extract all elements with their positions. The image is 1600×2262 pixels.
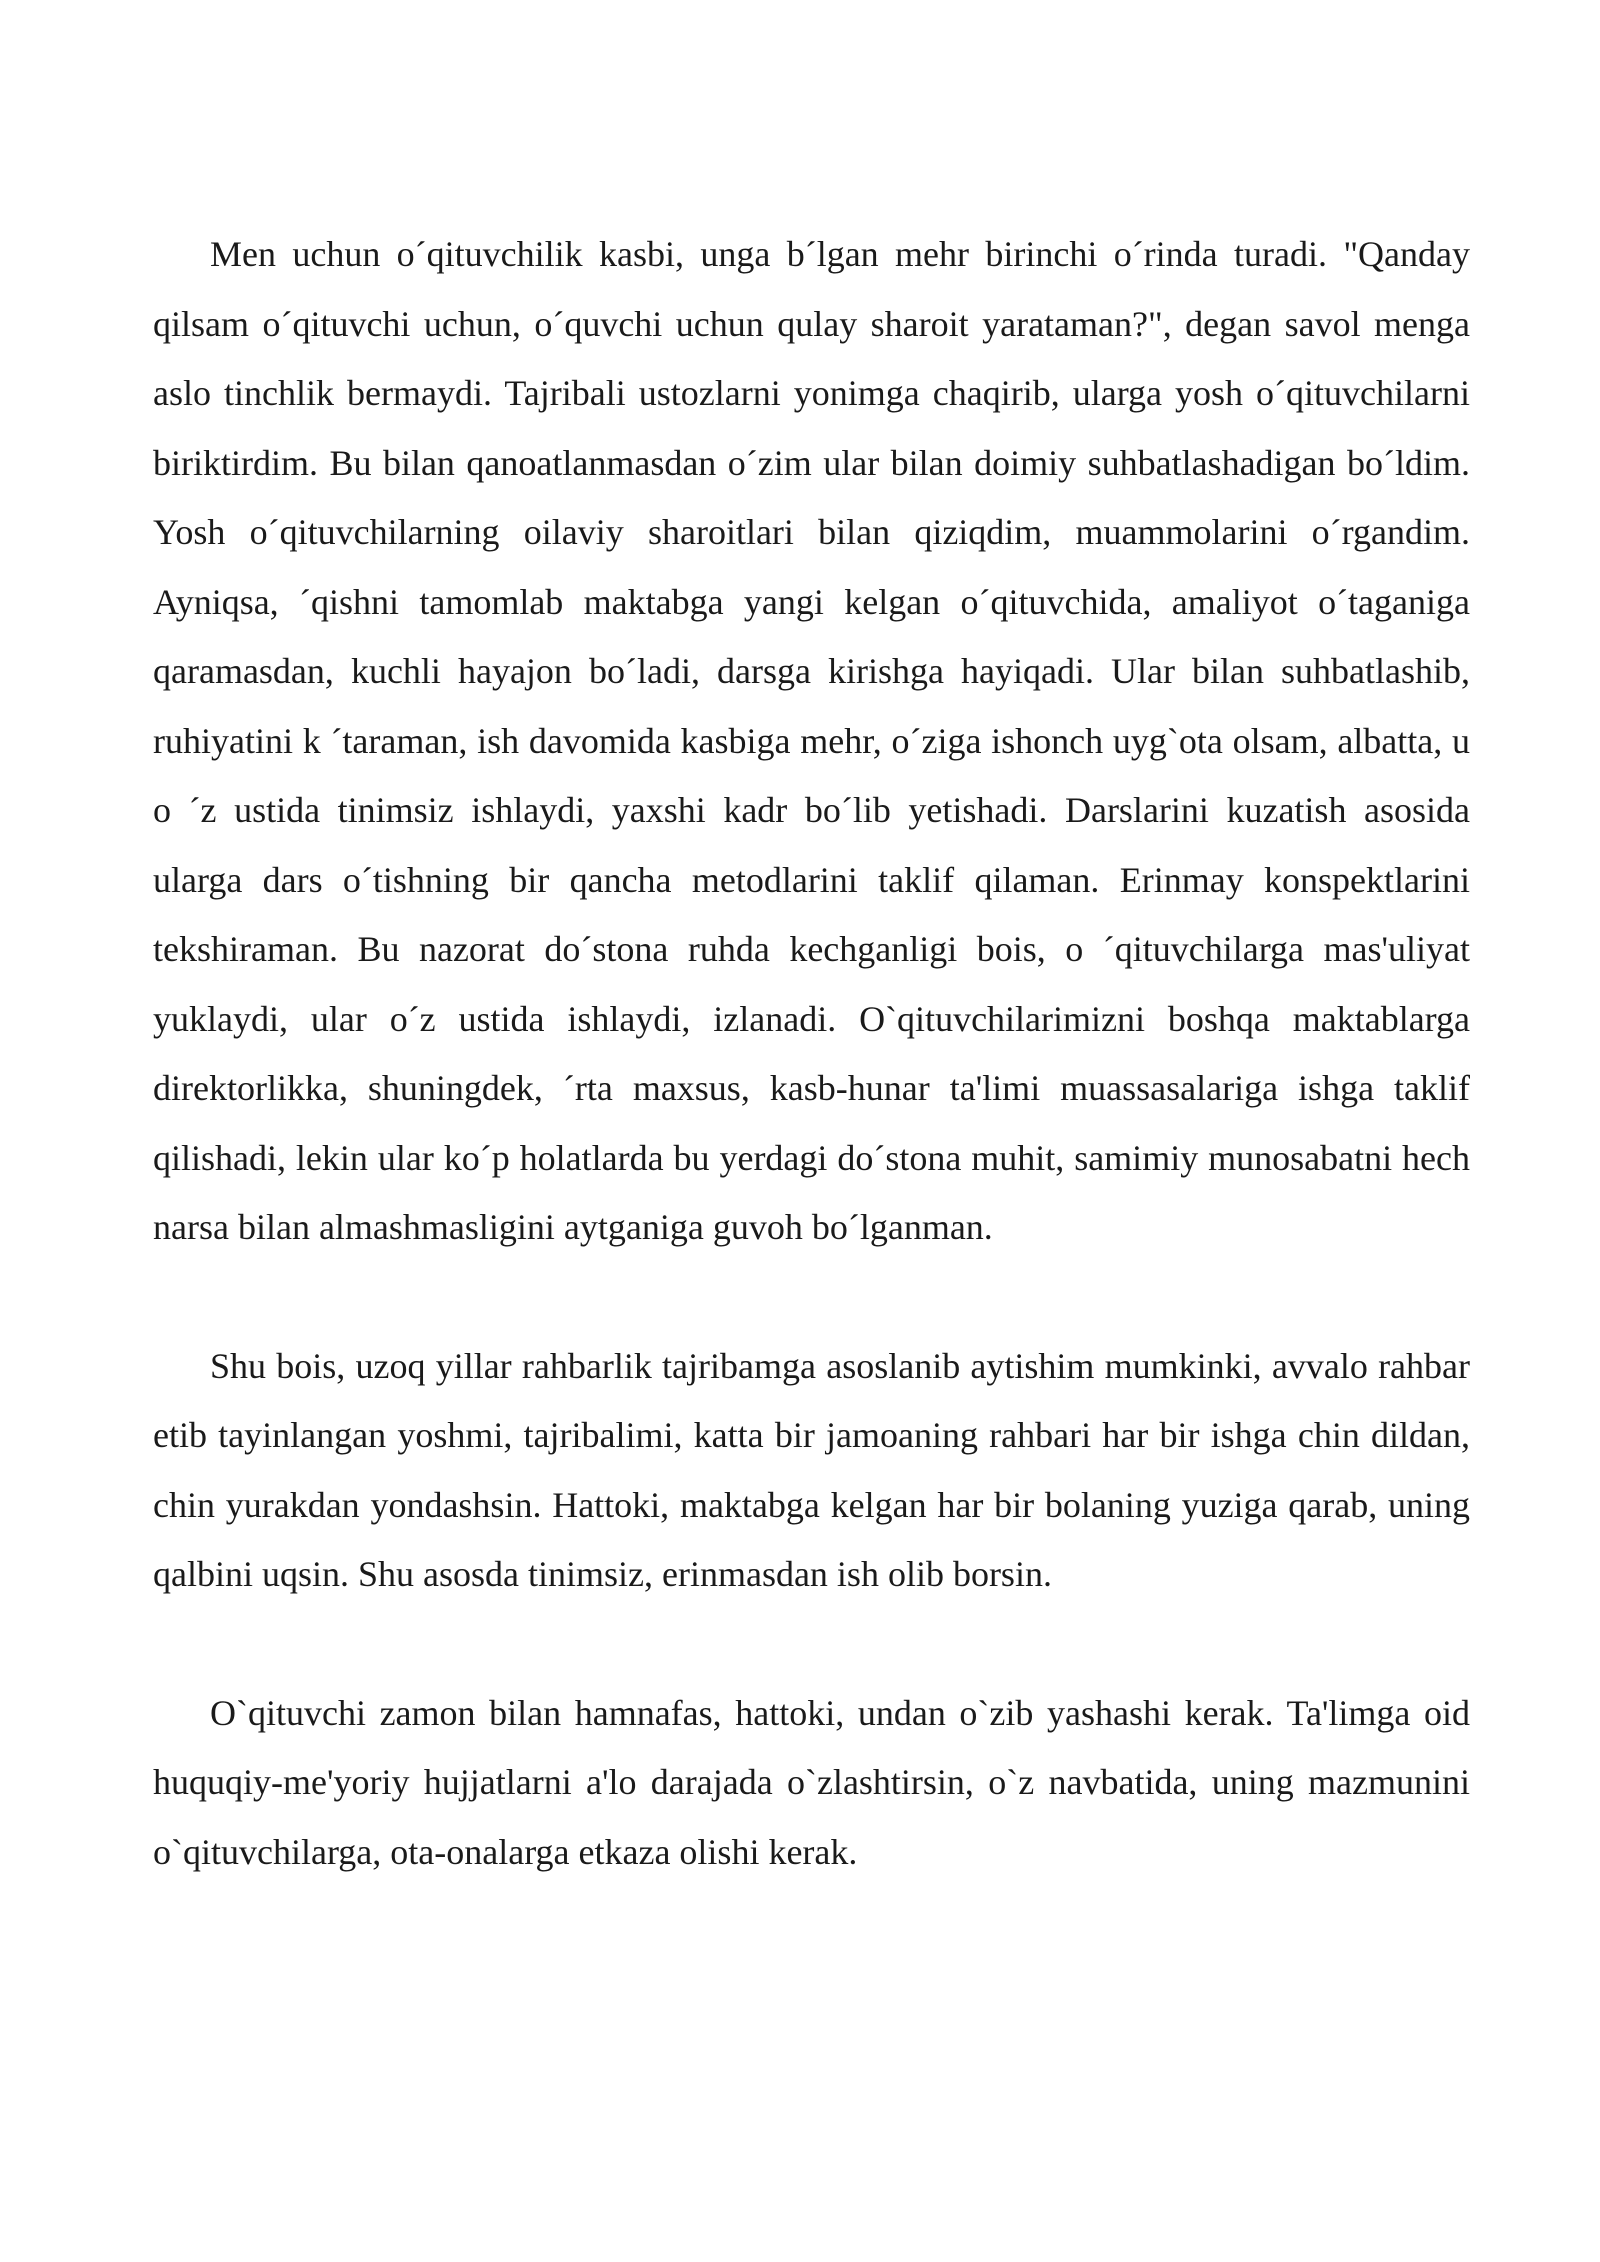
paragraph-1: Men uchun o´qituvchilik kasbi, unga b´lgan mehr birinchi o´rinda turadi. "Qanday qilsam o´qituvchi uchun, o´quvchi uchun qulay sharoit yarataman?", degan savol menga aslo tinchlik bermaydi. Tajribali ustozlarni yonimga chaqirib, ularga yosh o´qituvchilarni biriktirdim. Bu bilan qanoatlanmasdan o´zim ular bilan doimiy suhbatlashadigan bo´ldim. Yosh o´qituvchilarning oilaviy sharoitlari bilan qiziqdim, muammolarini o´rgandim. Ayniqsa, ´qishni tamomlab maktabga yangi kelgan o´qituvchida, amaliyot o´taganiga qaramasdan, kuchli hayajon bo´ladi, darsga kirishga hayiqadi. Ular bilan suhbatlashib, ruhiyatini k ´taraman, ish davomida kasbiga mehr, o´ziga ishonch uyg`ota olsam, albatta, u o ´z ustida tinimsiz ishlaydi, yaxshi kadr bo´lib yetishadi. Darslarini kuzatish asosida ularga dars o´tishning bir qancha metodlarini taklif qilaman. Erinmay konspektlarini tekshiraman. Bu nazorat do´stona ruhda kechganligi bois, o ´qituvchilarga mas'uliyat yuklaydi, ular o´z ustida ishlaydi, izlanadi. O`qituvchilarimizni boshqa maktablarga direktorlikka, shuningdek, ´rta maxsus, kasb-hunar ta'limi muassasalariga ishga taklif qilishadi, lekin ular ko´p holatlarda bu yerdagi do´stona muhit, samimiy munosabatni hech narsa bilan almashmasligini aytganiga guvoh bo´lganman.: [153, 234, 1470, 1247]
paragraph-2: Shu bois, uzoq yillar rahbarlik tajribamga asoslanib aytishim mumkinki, avvalo rahbar etib tayinlangan yoshmi, tajribalimi, katta bir jamoaning rahbari har bir ishga chin dildan, chin yurakdan yondashsin. Hattoki, maktabga kelgan har bir bolaning yuziga qarab, uning qalbini uqsin. Shu asosda tinimsiz, erinmasdan ish olib borsin.: [153, 1345, 1470, 1594]
document-body: [153, 220, 1470, 1887]
paragraph-3: O`qituvchi zamon bilan hamnafas, hattoki, undan o`zib yashashi kerak. Ta'limga oid huquqiy-me'yoriy hujjatlarni a'lo darajada o`zlashtirsin, o`z navbatida, uning mazmunini o`qituvchilarga, ota-onalarga etkaza olishi kerak.: [153, 1692, 1470, 1872]
